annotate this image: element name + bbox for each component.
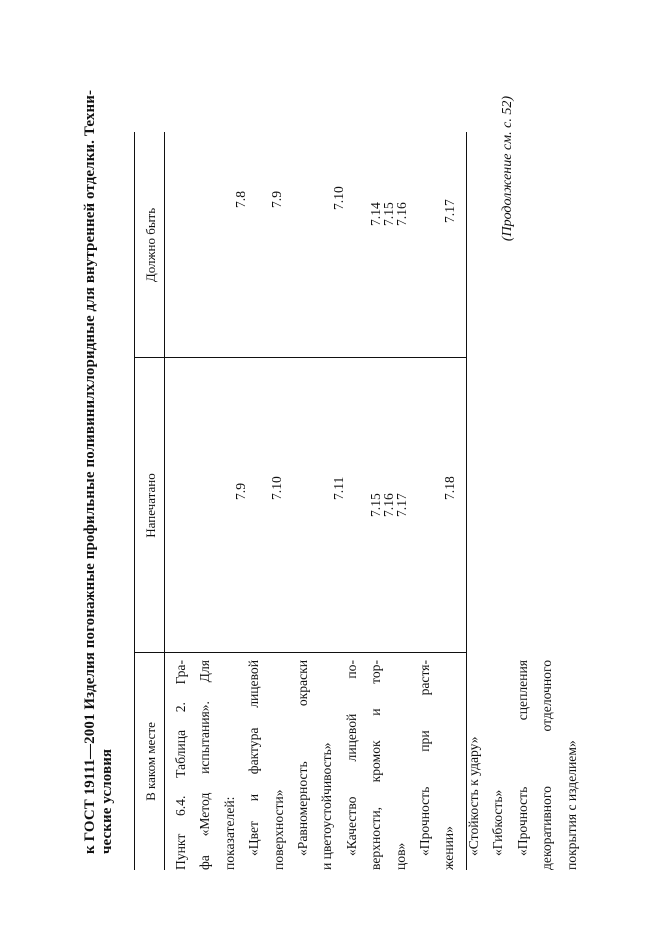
printed-value: 7.9 [233, 483, 248, 500]
column-divider-1 [134, 652, 466, 653]
should-be-value: 7.16 [394, 202, 409, 226]
should-be-value: 7.8 [233, 191, 248, 208]
column-divider-2 [134, 357, 466, 358]
document-title [82, 62, 116, 854]
place-line: Пункт 6.4. Таблица 2. Гра- [173, 660, 188, 870]
table-header-rule [164, 132, 165, 870]
header-should-be: Должно быть [143, 207, 158, 283]
printed-value: 7.11 [331, 476, 346, 500]
printed-value: 7.16 [381, 493, 396, 517]
continuation-note: (Продолжение см. с. 52) [500, 96, 515, 242]
place-line: декоративного отделочного [539, 660, 555, 870]
place-line: верхности, кромок и тор- [368, 660, 384, 870]
place-line: показателей: [221, 796, 237, 870]
place-line: «Прочность при растя- [417, 660, 433, 856]
place-line: «Стойкость к удару» [465, 736, 481, 856]
printed-value: 7.18 [442, 476, 457, 500]
should-be-value: 7.9 [269, 191, 284, 208]
place-line: «Прочность сцепления [514, 660, 530, 856]
should-be-value: 7.17 [442, 199, 457, 223]
place-line: «Цвет и фактура лицевой [246, 660, 262, 856]
table-top-rule [134, 132, 135, 870]
printed-value: 7.10 [269, 476, 284, 500]
should-be-value: 7.10 [331, 186, 346, 210]
header-place: В каком месте [143, 722, 158, 801]
place-line: жении» [441, 826, 457, 870]
place-line: поверхности» [270, 789, 286, 870]
title-line-2: ческие условия [99, 748, 115, 854]
title-line-1: к ГОСТ 19111—2001 Изделия погонажные профильные поливинилхлоридные для внутренней отделки. Техни- [82, 89, 98, 854]
place-line: «Гибкость» [490, 789, 506, 856]
place-line: «Равномерность окраски [295, 660, 311, 856]
should-be-value: 7.14 [368, 202, 383, 226]
printed-value: 7.17 [394, 493, 409, 517]
place-line: «Качество лицевой по- [343, 660, 359, 856]
header-printed: Напечатано [143, 473, 158, 538]
printed-value: 7.15 [368, 493, 383, 517]
place-line: фа «Метод испытания». Для [197, 660, 213, 870]
should-be-value: 7.15 [381, 202, 396, 226]
place-line: и цветоустойчивость» [319, 742, 335, 870]
place-line: покрытия с изделием» [563, 740, 579, 870]
place-column [169, 660, 584, 870]
place-line: цов» [392, 842, 408, 870]
